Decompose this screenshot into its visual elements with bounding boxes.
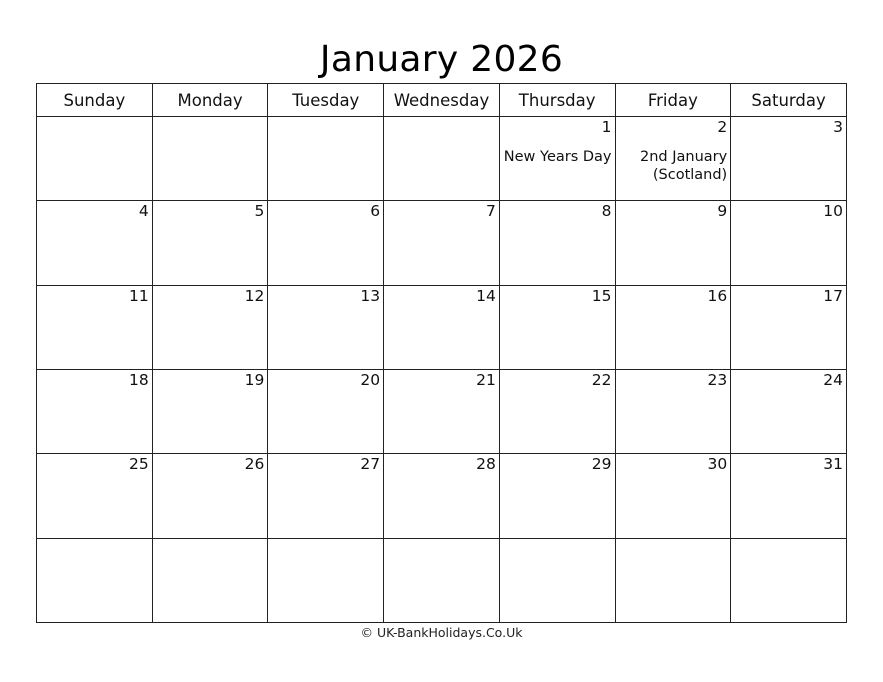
day-number: 25 <box>128 455 149 474</box>
day-number: 15 <box>591 286 612 305</box>
holiday-label <box>731 473 846 485</box>
holiday-label <box>731 220 846 232</box>
holiday-label: 2nd January (Scotland) <box>640 149 728 183</box>
day-number: 19 <box>244 370 265 389</box>
week-row <box>37 454 847 538</box>
day-number: 24 <box>823 370 843 389</box>
calendar-title: January 2026 <box>319 39 564 80</box>
holiday-label <box>616 540 731 552</box>
holiday-label <box>153 389 268 401</box>
holiday-label: New Years Day <box>503 149 612 165</box>
day-number: 26 <box>244 455 265 474</box>
day-cell <box>37 117 153 201</box>
day-cell <box>499 117 615 201</box>
day-cell <box>731 285 847 369</box>
day-cell <box>615 454 731 538</box>
day-cell <box>499 454 615 538</box>
holiday-label <box>37 305 152 317</box>
day-number: 20 <box>360 370 381 389</box>
weekday-saturday: Saturday <box>731 84 847 117</box>
holiday-label <box>37 389 152 401</box>
day-cell <box>268 369 384 453</box>
day-cell <box>384 369 500 453</box>
day-number: 22 <box>591 370 612 389</box>
day-number: 18 <box>128 370 149 389</box>
holiday-label <box>384 540 499 552</box>
holiday-label <box>37 473 152 485</box>
day-cell <box>152 454 268 538</box>
day-cell <box>384 201 500 285</box>
day-cell <box>384 454 500 538</box>
day-number: 9 <box>717 202 728 221</box>
calendar-grid <box>36 83 847 623</box>
holiday-label <box>384 305 499 317</box>
day-cell <box>37 454 153 538</box>
holiday-label <box>268 473 383 485</box>
holiday-label <box>500 220 615 232</box>
holiday-label <box>37 540 152 552</box>
day-cell <box>615 369 731 453</box>
holiday-label <box>153 118 268 130</box>
day-cell <box>499 538 615 622</box>
holiday-label <box>153 540 268 552</box>
holiday-label <box>384 220 499 232</box>
week-row <box>37 285 847 369</box>
day-cell <box>731 117 847 201</box>
day-cell <box>499 369 615 453</box>
holiday-label <box>384 389 499 401</box>
day-number: 3 <box>833 118 843 136</box>
day-number: 8 <box>601 202 612 221</box>
day-number: 21 <box>476 370 496 389</box>
day-number: 2 <box>717 118 728 136</box>
holiday-label <box>153 305 268 317</box>
holiday-label <box>731 305 846 317</box>
day-number: 23 <box>707 370 728 389</box>
holiday-label <box>616 473 731 485</box>
holiday-label <box>268 389 383 401</box>
holiday-label <box>616 220 731 232</box>
weekday-thursday: Thursday <box>499 84 615 117</box>
holiday-label <box>153 220 268 232</box>
day-number: 29 <box>591 455 612 474</box>
day-cell <box>615 285 731 369</box>
week-row <box>37 538 847 622</box>
day-number: 11 <box>128 286 149 305</box>
day-cell <box>499 285 615 369</box>
weekday-friday: Friday <box>615 84 731 117</box>
day-cell <box>615 201 731 285</box>
day-number: 17 <box>823 286 843 305</box>
holiday-label <box>153 473 268 485</box>
day-cell <box>152 285 268 369</box>
day-number: 31 <box>823 455 843 474</box>
copyright-footer: © UK-BankHolidays.Co.Uk <box>360 625 523 640</box>
day-cell <box>731 201 847 285</box>
day-cell <box>384 117 500 201</box>
day-cell <box>731 538 847 622</box>
holiday-label <box>500 473 615 485</box>
day-number: 12 <box>244 286 265 305</box>
weekday-wednesday: Wednesday <box>384 84 500 117</box>
day-number: 4 <box>138 202 149 221</box>
day-cell <box>384 538 500 622</box>
weekday-tuesday: Tuesday <box>268 84 384 117</box>
day-number: 30 <box>707 455 728 474</box>
day-number: 28 <box>476 455 496 474</box>
week-row <box>37 201 847 285</box>
day-cell <box>152 369 268 453</box>
day-cell <box>731 369 847 453</box>
day-number: 10 <box>823 202 843 221</box>
day-cell <box>268 454 384 538</box>
day-cell <box>615 117 731 201</box>
holiday-label <box>268 220 383 232</box>
day-cell <box>268 201 384 285</box>
holiday-label <box>731 540 846 552</box>
holiday-label <box>731 389 846 401</box>
day-number: 5 <box>254 202 265 221</box>
holiday-label <box>37 118 152 130</box>
day-cell <box>499 201 615 285</box>
day-cell <box>37 538 153 622</box>
holiday-label <box>616 389 731 401</box>
day-cell <box>152 538 268 622</box>
day-cell <box>37 201 153 285</box>
week-row <box>37 369 847 453</box>
weekday-header-row <box>37 84 847 117</box>
day-number: 7 <box>485 202 496 221</box>
day-cell <box>384 285 500 369</box>
holiday-label <box>500 305 615 317</box>
holiday-label <box>731 136 846 148</box>
day-cell <box>268 285 384 369</box>
weekday-sunday: Sunday <box>37 84 153 117</box>
holiday-label <box>268 540 383 552</box>
holiday-label <box>616 305 731 317</box>
day-cell <box>615 538 731 622</box>
day-cell <box>37 285 153 369</box>
weekday-monday: Monday <box>152 84 268 117</box>
holiday-label <box>37 220 152 232</box>
day-number: 16 <box>707 286 728 305</box>
holiday-label <box>268 305 383 317</box>
day-cell <box>268 538 384 622</box>
day-cell <box>152 117 268 201</box>
day-number: 6 <box>370 202 381 221</box>
day-number: 13 <box>360 286 381 305</box>
day-cell <box>37 369 153 453</box>
day-number: 1 <box>601 118 612 136</box>
holiday-label <box>268 118 383 130</box>
day-number: 14 <box>476 286 496 305</box>
holiday-label <box>500 389 615 401</box>
week-row <box>37 117 847 201</box>
holiday-label <box>500 540 615 552</box>
holiday-label <box>384 118 499 130</box>
holiday-label <box>384 473 499 485</box>
day-cell <box>268 117 384 201</box>
day-cell <box>152 201 268 285</box>
day-number: 27 <box>360 455 381 474</box>
day-cell <box>731 454 847 538</box>
